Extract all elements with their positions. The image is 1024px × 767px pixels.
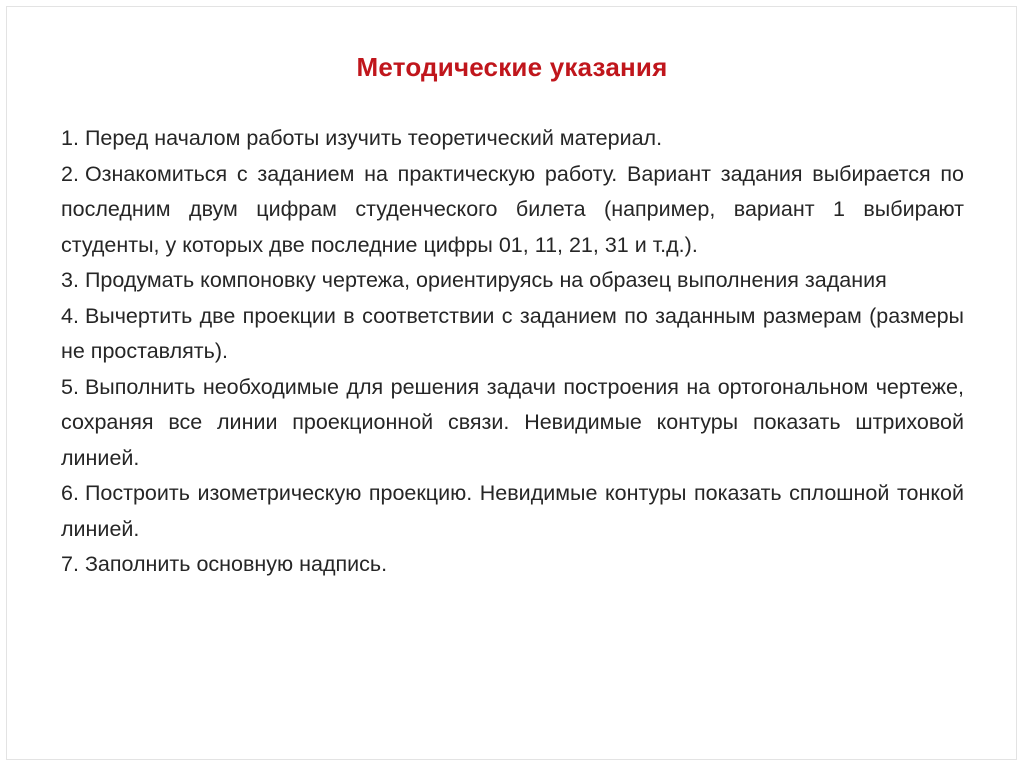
item-text: Продумать компоновку чертежа, ориентируясь на образец выполнения задания [84, 268, 887, 292]
item-number: 7. [61, 552, 79, 576]
item-number: 1. [61, 126, 79, 150]
list-item [61, 547, 964, 583]
list-item [61, 370, 964, 477]
item-text: Построить изометрическую проекцию. Невидимые контуры показать сплошной тонкой линией. [61, 481, 964, 541]
item-number: 5. [61, 374, 79, 399]
item-number: 2. [61, 161, 79, 186]
item-number: 3. [61, 268, 79, 292]
list-item [61, 263, 964, 299]
slide-title: Методические указания [356, 52, 668, 82]
item-text: Ознакомиться с заданием на практическую работу. Вариант задания выбирается по последним двум цифрам студенческого билета (например, вариант 1 выбирают студенты, у которых две последние цифры 01, 11, 21, 31 и т.д.). [61, 161, 964, 257]
list-item [61, 121, 964, 157]
item-number: 4. [61, 303, 79, 328]
list-item [61, 299, 964, 370]
instructions-list [61, 121, 964, 583]
item-text: Вычертить две проекции в соответствии с заданием по заданным размерам (размеры не проставлять). [61, 303, 964, 363]
item-text: Заполнить основную надпись. [84, 552, 388, 576]
item-text: Выполнить необходимые для решения задачи построения на ортогональном чертеже, сохраняя все линии проекционной связи. Невидимые контуры показать штриховой линией. [61, 374, 964, 470]
item-text: Перед началом работы изучить теоретический материал. [84, 126, 663, 150]
list-item [61, 157, 964, 264]
item-number: 6. [61, 481, 79, 505]
list-item [61, 476, 964, 547]
